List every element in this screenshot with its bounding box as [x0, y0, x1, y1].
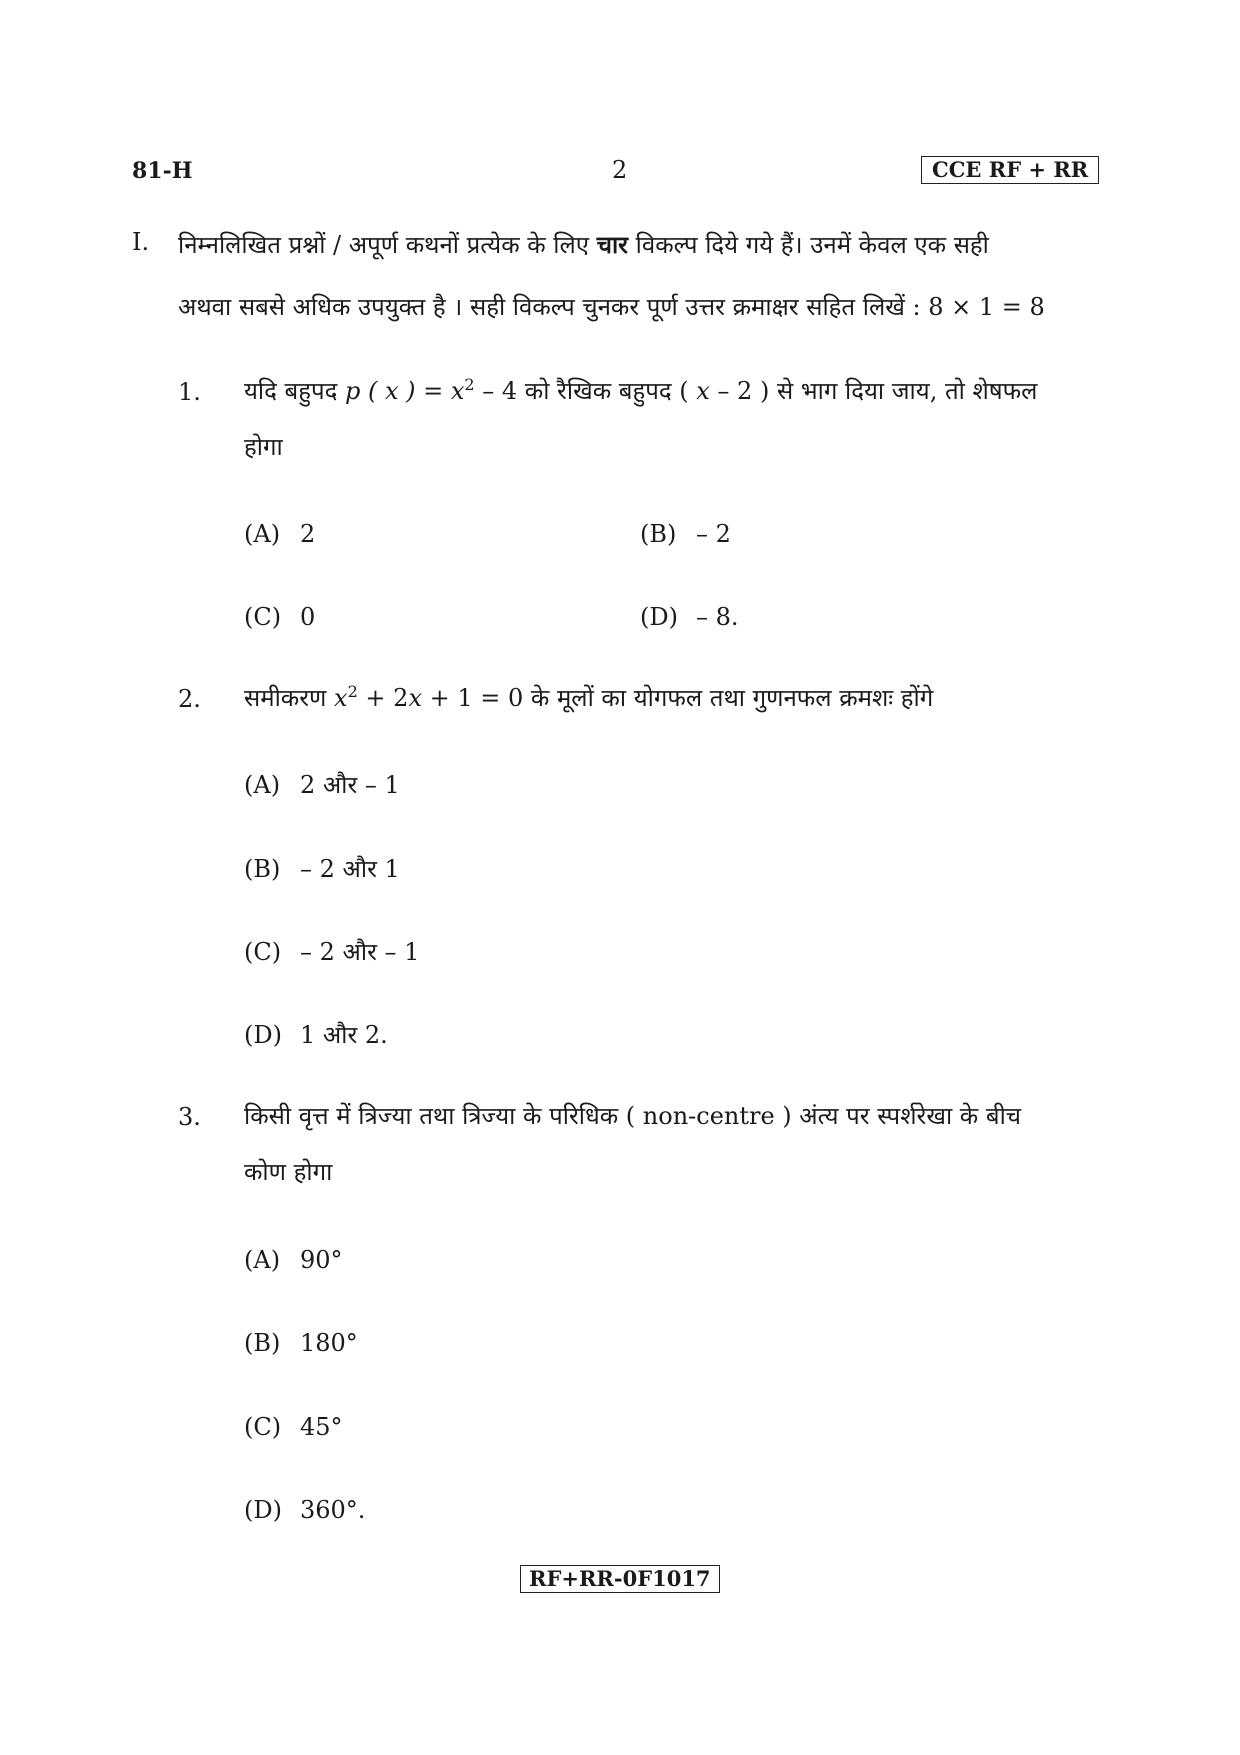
- series-box: CCE RF + RR: [921, 156, 1099, 184]
- option-label: (A): [244, 771, 281, 799]
- option-value: 1 और 2.: [300, 1021, 388, 1049]
- option-value: 0: [300, 603, 316, 631]
- exponent: 2: [464, 375, 475, 394]
- option-value: 180°: [300, 1329, 358, 1357]
- paper-code: 81-H: [132, 158, 193, 184]
- question-text: + 2: [365, 684, 409, 712]
- math-variable: x: [334, 684, 348, 712]
- option-d: [640, 603, 739, 631]
- question-3-text: किसी वृत्त में त्रिज्या तथा त्रिज्या के परिधिक ( non-centre ) अंत्य पर स्पर्शरेखा के बीच: [244, 1102, 1022, 1130]
- page-number: 2: [612, 156, 628, 184]
- option-value: 45°: [300, 1413, 343, 1441]
- option-value: – 8.: [696, 603, 739, 631]
- option-value: 2 और – 1: [300, 771, 400, 799]
- option-label: (B): [244, 855, 281, 883]
- option-c: [244, 603, 315, 631]
- question-text: यदि बहुपद: [244, 377, 338, 405]
- option-value: – 2: [696, 520, 731, 548]
- option-label: (A): [244, 1246, 281, 1274]
- instruction-line-1: [178, 228, 989, 261]
- option-b: [640, 520, 731, 548]
- exponent: 2: [347, 682, 358, 701]
- question-1-continuation: होगा: [244, 433, 283, 461]
- option-value: 360°.: [300, 1496, 366, 1524]
- option-label: (D): [244, 1496, 282, 1524]
- option-label: (B): [640, 520, 677, 548]
- question-2-text: [244, 681, 933, 714]
- instruction-emphasis: चार: [596, 230, 628, 259]
- math-variable: x: [696, 377, 710, 405]
- question-text: – 2 ) से भाग दिया जाय, तो शेषफल: [717, 377, 1038, 405]
- math-variable: x: [408, 684, 422, 712]
- question-3-continuation: कोण होगा: [244, 1158, 333, 1186]
- option-label: (D): [640, 603, 678, 631]
- option-a: [244, 768, 400, 801]
- option-value: – 2 और – 1: [300, 938, 420, 966]
- question-1-text: [244, 374, 1037, 407]
- option-b: [244, 852, 400, 885]
- option-value: 90°: [300, 1246, 343, 1274]
- option-label: (C): [244, 603, 282, 631]
- option-label: (B): [244, 1329, 281, 1357]
- math-expression: p ( x ) = x: [344, 377, 465, 405]
- option-b: [244, 1329, 358, 1357]
- option-label: (C): [244, 1413, 282, 1441]
- option-a: [244, 1246, 343, 1274]
- instruction-text: निम्नलिखित प्रश्नों / अपूर्ण कथनों प्रत्येक के लिए: [178, 231, 590, 259]
- option-value: 2: [300, 520, 316, 548]
- option-label: (D): [244, 1021, 282, 1049]
- instruction-line-2: अथवा सबसे अधिक उपयुक्त है । सही विकल्प चुनकर पूर्ण उत्तर क्रमाक्षर सहित लिखें : 8 × 1 = 8: [178, 293, 1045, 321]
- footer-code-box: RF+RR-0F1017: [520, 1565, 720, 1593]
- option-d: [244, 1496, 365, 1524]
- section-number: I.: [132, 228, 150, 256]
- option-value: – 2 और 1: [300, 855, 400, 883]
- question-number: 1.: [178, 378, 201, 406]
- question-number: 3.: [178, 1103, 201, 1131]
- option-label: (C): [244, 938, 282, 966]
- option-label: (A): [244, 520, 281, 548]
- option-c: [244, 1413, 343, 1441]
- instruction-text: विकल्प दिये गये हैं। उनमें केवल एक सही: [635, 231, 989, 259]
- option-d: [244, 1018, 388, 1051]
- question-number: 2.: [178, 685, 201, 713]
- question-text: समीकरण: [244, 684, 327, 712]
- question-text: – 4 को रैखिक बहुपद (: [482, 377, 689, 405]
- question-text: + 1 = 0 के मूलों का योगफल तथा गुणनफल क्रमशः होंगे: [429, 684, 934, 712]
- option-c: [244, 935, 419, 968]
- option-a: [244, 520, 315, 548]
